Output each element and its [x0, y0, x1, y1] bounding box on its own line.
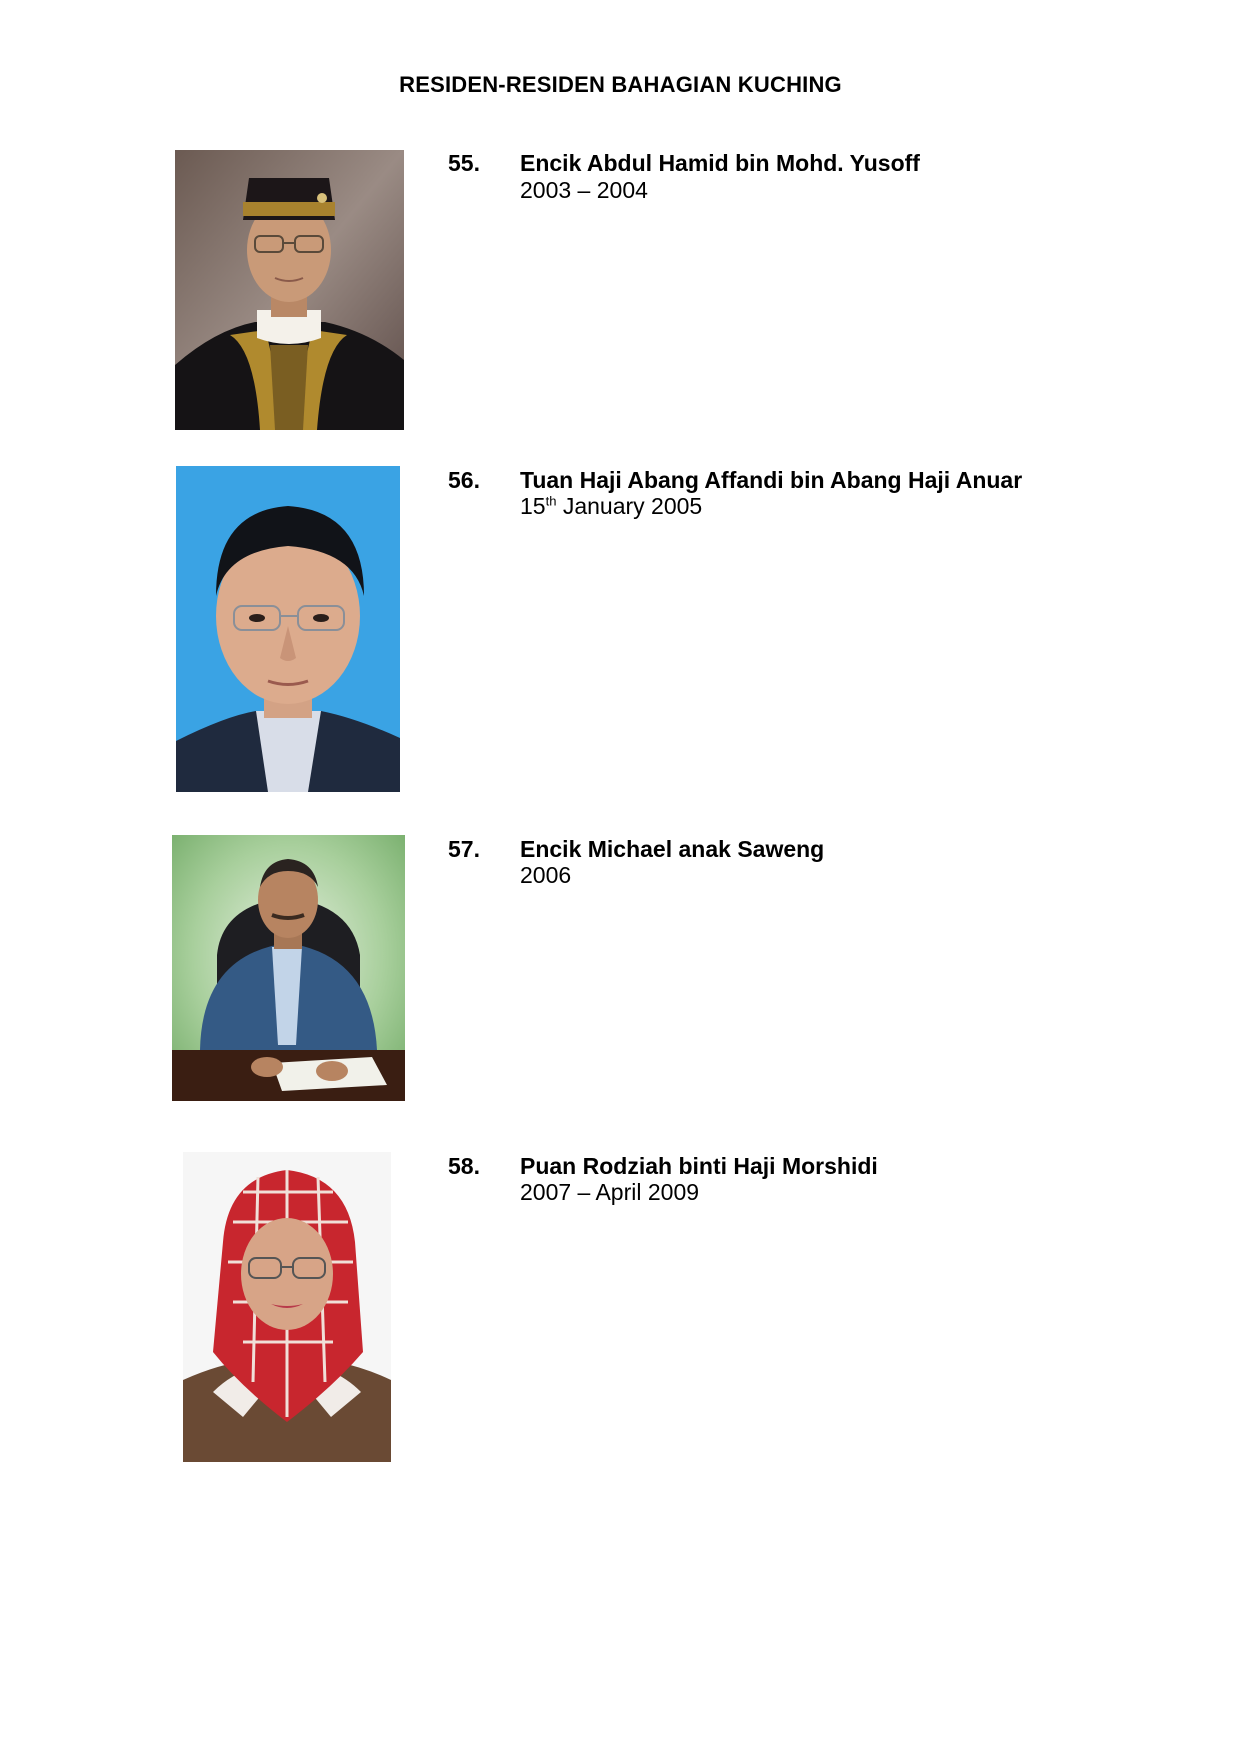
resident-term: 2003 – 2004 [520, 177, 648, 203]
portrait-man-desk-icon [172, 835, 405, 1101]
resident-term [520, 493, 702, 520]
resident-name: Encik Michael anak Saweng [520, 836, 825, 862]
term-day: 15 [520, 493, 546, 519]
resident-name: Puan Rodziah binti Haji Morshidi [520, 1153, 878, 1179]
term-month-year: January 2005 [556, 493, 703, 519]
portrait-man-songkok-icon [175, 150, 404, 430]
portrait-woman-headscarf-icon [183, 1152, 391, 1462]
resident-term: 2007 – April 2009 [520, 1179, 700, 1205]
entry-number: 57. [448, 836, 480, 862]
portrait-man-glasses-icon [176, 466, 400, 792]
entry-number: 58. [448, 1153, 480, 1179]
resident-name: Tuan Haji Abang Affandi bin Abang Haji Anuar [520, 467, 1023, 493]
resident-name: Encik Abdul Hamid bin Mohd. Yusoff [520, 150, 920, 176]
page-title: RESIDEN-RESIDEN BAHAGIAN KUCHING [399, 72, 842, 97]
entry-number: 56. [448, 467, 480, 493]
entry-number: 55. [448, 150, 480, 176]
resident-term: 2006 [520, 862, 572, 888]
term-day-suffix: th [545, 493, 557, 509]
